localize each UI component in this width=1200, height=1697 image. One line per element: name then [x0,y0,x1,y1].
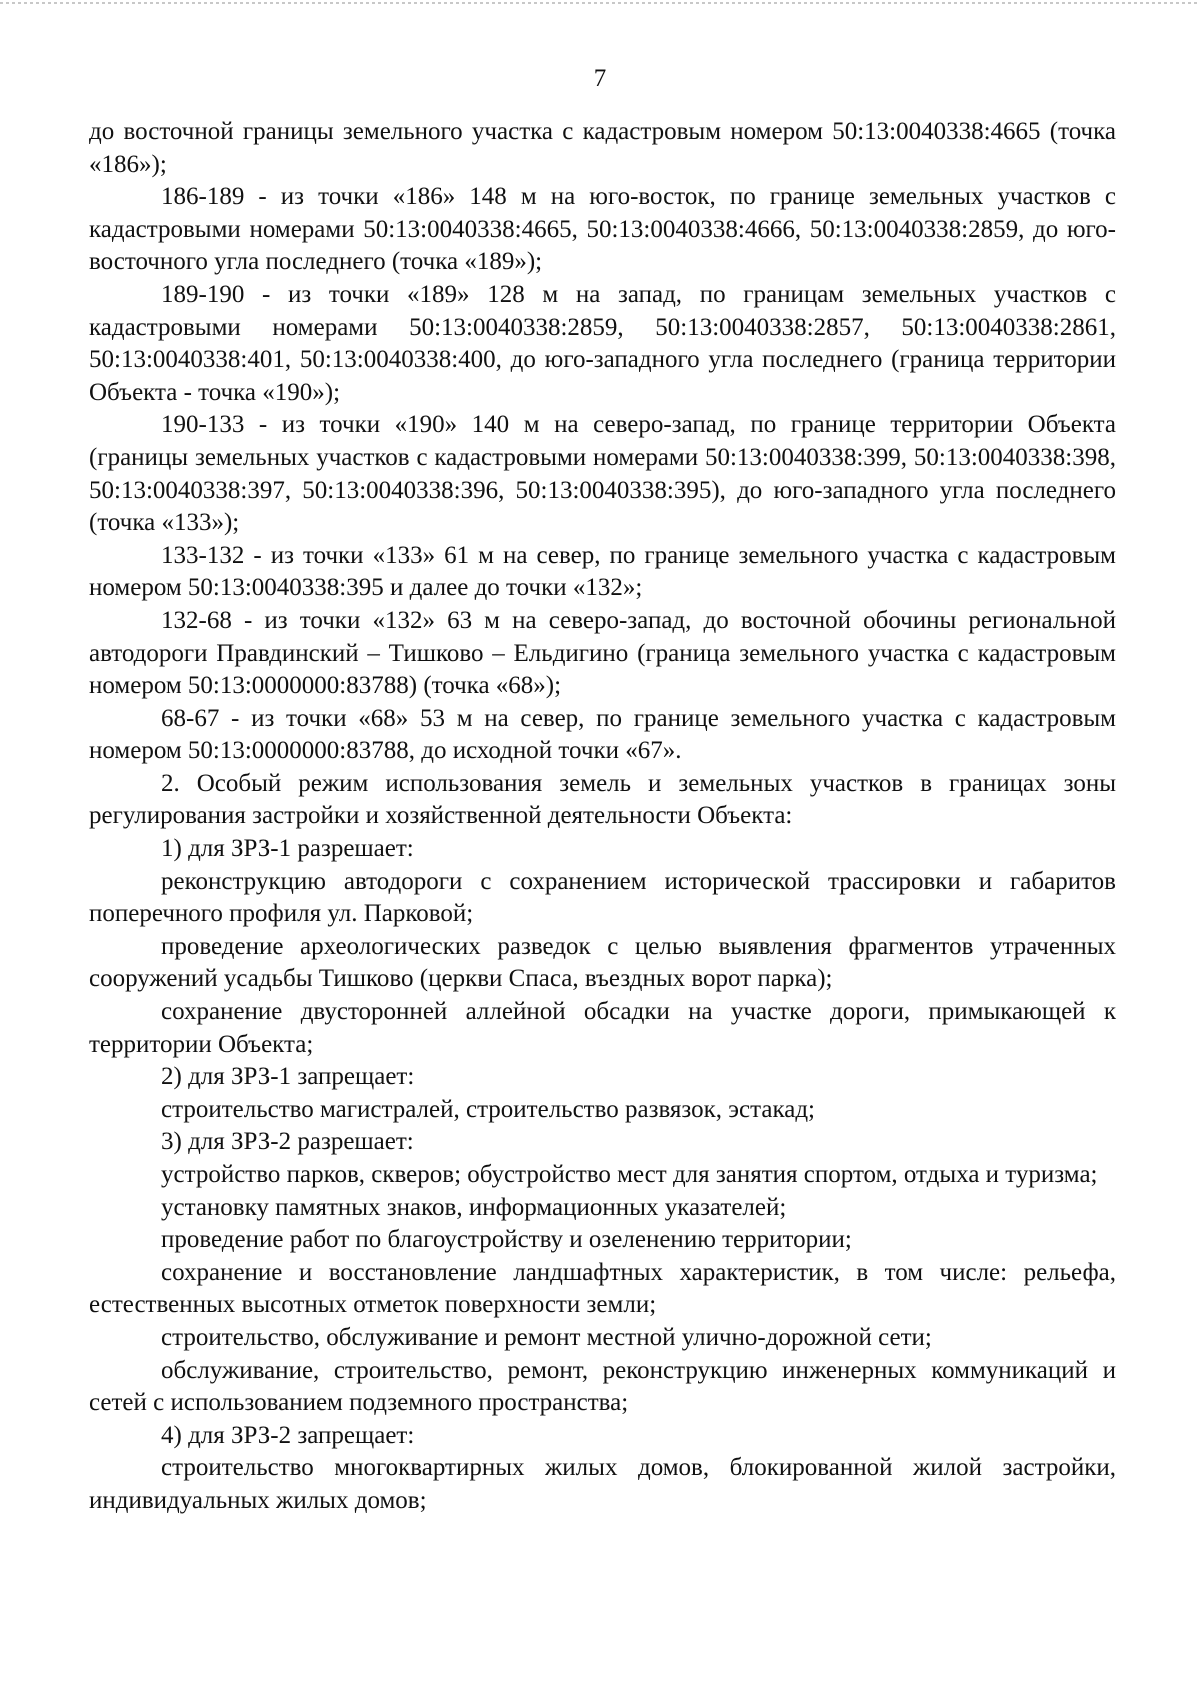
paragraph-segment-186-189: 186-189 - из точки «186» 148 м на юго-восток, по границе земельных участков с кадастровыми номерами 50:13:0040338:4665, 50:13:0040338:4666, 50:13:0040338:2859, до юго-восточного угла последнего (точка «189»); [89,183,1116,276]
list-item: реконструкцию автодороги с сохранением исторической трассировки и габаритов поперечного профиля ул. Парковой; [89,867,1116,928]
paragraph-segment-132-68: 132-68 - из точки «132» 63 м на северо-запад, до восточной обочины региональной автодороги Правдинский – Тишково – Ельдигино (граница земельного участка с кадастровым номером 50:13:0000000:83788) (точка «68»); [89,606,1116,700]
list-item: проведение работ по благоустройству и озеленению территории; [161,1226,852,1254]
list-item: сохранение двусторонней аллейной обсадки на участке дороги, примыкающей к территории Объекта; [89,998,1116,1058]
list-item: проведение археологических разведок с целью выявления фрагментов утраченных сооружений усадьбы Тишково (церкви Спаса, въездных ворот парка); [89,932,1116,993]
list-item: строительство магистралей, строительство развязок, эстакад; [161,1095,815,1123]
list-heading-zrz1-allows: 1) для ЗРЗ-1 разрешает: [161,835,414,863]
paragraph-continuation: до восточной границы земельного участка с кадастровым номером 50:13:0040338:4665 (точка «186»); [89,118,1116,178]
paragraph-section-2: 2. Особый режим использования земель и земельных участков в границах зоны регулирования застройки и хозяйственной деятельности Объекта: [89,769,1116,830]
list-item: установку памятных знаков, информационных указателей; [161,1193,787,1221]
document-body [89,116,1116,1518]
list-heading-zrz1-prohibits: 2) для ЗРЗ-1 запрещает: [161,1063,415,1091]
list-item: сохранение и восстановление ландшафтных характеристик, в том числе: рельефа, естественных высотных отметок поверхности земли; [89,1258,1116,1319]
paragraph-segment-68-67: 68-67 - из точки «68» 53 м на север, по границе земельного участка с кадастровым номером 50:13:0000000:83788, до исходной точки «67». [89,704,1116,765]
page-number: 7 [593,65,607,92]
paragraph-segment-133-132: 133-132 - из точки «133» 61 м на север, по границе земельного участка с кадастровым номером 50:13:0040338:395 и далее до точки «132»; [89,541,1116,602]
list-item: устройство парков, скверов; обустройство мест для занятия спортом, отдыха и туризма; [161,1161,1098,1188]
list-item: строительство, обслуживание и ремонт местной улично-дорожной сети; [161,1323,932,1351]
list-item: строительство многоквартирных жилых домов, блокированной жилой застройки, индивидуальных жилых домов; [89,1454,1116,1514]
list-item: обслуживание, строительство, ремонт, реконструкцию инженерных коммуникаций и сетей с использованием подземного пространства; [89,1356,1116,1417]
scan-edge [0,2,1200,4]
list-heading-zrz2-prohibits: 4) для ЗРЗ-2 запрещает: [161,1421,415,1449]
list-heading-zrz2-allows: 3) для ЗРЗ-2 разрешает: [161,1128,414,1156]
paragraph-segment-189-190: 189-190 - из точки «189» 128 м на запад, по границам земельных участков с кадастровыми номерами 50:13:0040338:2859, 50:13:0040338:2857, 50:13:0040338:2861, 50:13:0040338:401, 50:13:0040338:400, до юго-западного угла последнего (граница территории Объекта - точка «190»); [89,280,1116,406]
paragraph-segment-190-133: 190-133 - из точки «190» 140 м на северо-запад, по границе территории Объекта (границы земельных участков с кадастровыми номерами 50:13:0040338:399, 50:13:0040338:398, 50:13:0040338:397, 50:13:0040338:396, 50:13:0040338:395), до юго-западного угла последнего (точка «133»); [89,411,1116,537]
